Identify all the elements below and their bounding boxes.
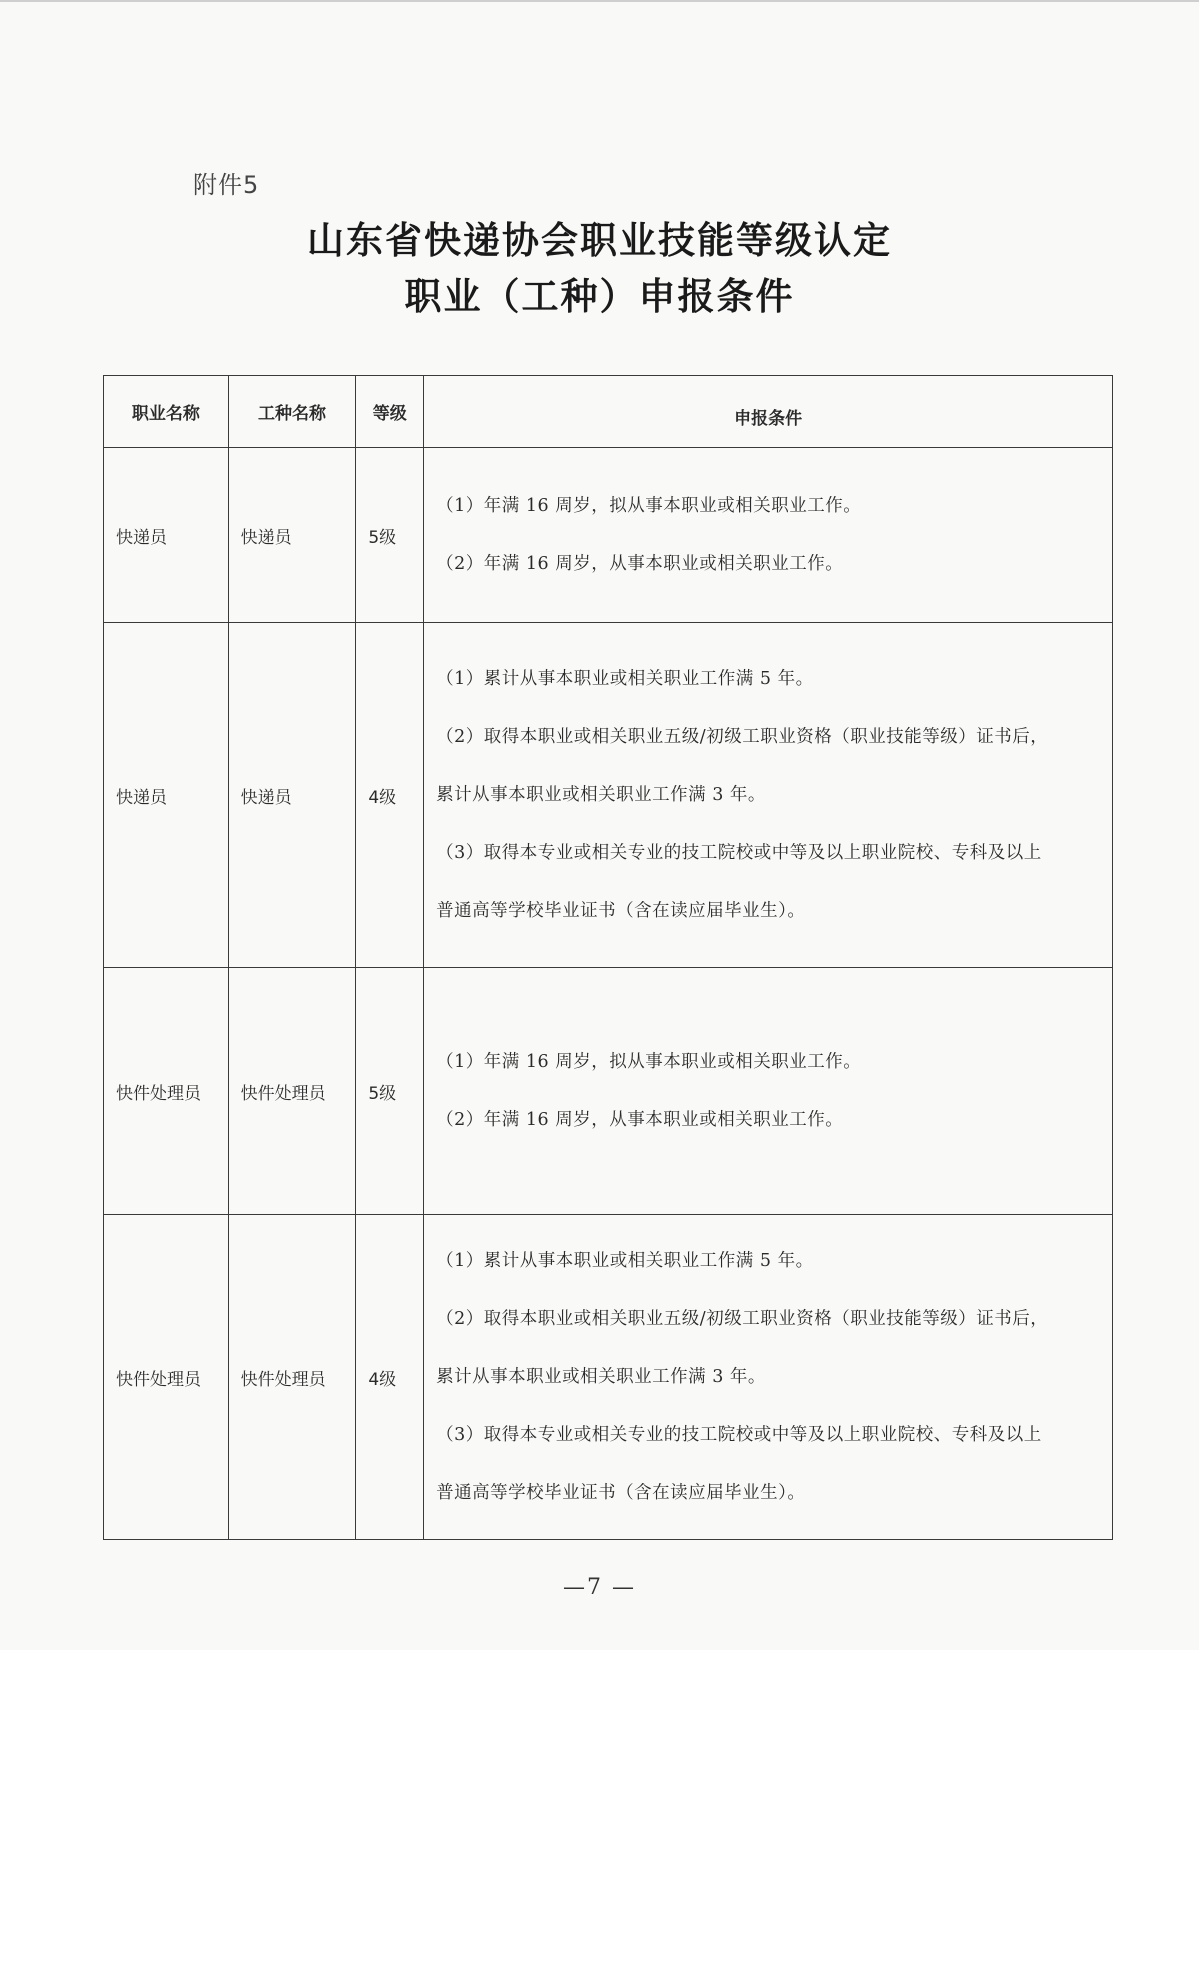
table-row [104,968,1113,1215]
condition-line: （1）年满 16 周岁，拟从事本职业或相关职业工作。 [436,1052,862,1072]
table-row [104,1215,1113,1540]
page-number: —7 — [563,1575,636,1600]
page-top-edge [0,0,1199,2]
table-row [104,448,1113,623]
worktype-cell: 快件处理员 [228,968,356,1215]
level-cell: 4级 [356,623,424,968]
column-header-worktype: 工种名称 [228,376,356,448]
occupation-cell: 快递员 [104,448,229,623]
condition-line: （2）取得本职业或相关职业五级/初级工职业资格（职业技能等级）证书后， [436,1309,1049,1329]
conditions-cell [424,968,1113,1215]
condition-line: （3）取得本专业或相关专业的技工院校或中等及以上职业院校、专科及以上 [436,1425,1042,1445]
condition-line: 累计从事本职业或相关职业工作满 3 年。 [436,785,766,805]
condition-line: 普通高等学校毕业证书（含在读应届毕业生）。 [436,901,806,921]
document-title-line-2: 职业（工种）申报条件 [404,275,795,318]
conditions-cell [424,1215,1113,1540]
column-header-level: 等级 [356,376,424,448]
condition-line: （1）年满 16 周岁，拟从事本职业或相关职业工作。 [436,496,862,516]
conditions-cell [424,448,1113,623]
column-header-conditions: 申报条件 [424,376,1113,448]
condition-line: （1）累计从事本职业或相关职业工作满 5 年。 [436,669,814,689]
level-cell: 5级 [356,968,424,1215]
occupation-cell: 快件处理员 [104,968,229,1215]
level-cell: 5级 [356,448,424,623]
worktype-cell: 快递员 [228,623,356,968]
document-title-line-1: 山东省快递协会职业技能等级认定 [307,219,892,262]
attachment-label: 附件5 [193,171,260,199]
column-header-occupation: 职业名称 [104,376,229,448]
conditions-cell [424,623,1113,968]
condition-line: （3）取得本专业或相关专业的技工院校或中等及以上职业院校、专科及以上 [436,843,1042,863]
level-cell: 4级 [356,1215,424,1540]
condition-line: （1）累计从事本职业或相关职业工作满 5 年。 [436,1251,814,1271]
application-conditions-table [103,375,1113,1540]
condition-line: 累计从事本职业或相关职业工作满 3 年。 [436,1367,766,1387]
occupation-cell: 快件处理员 [104,1215,229,1540]
table-row [104,623,1113,968]
worktype-cell: 快递员 [228,448,356,623]
occupation-cell: 快递员 [104,623,229,968]
condition-line: （2）年满 16 周岁，从事本职业或相关职业工作。 [436,554,844,574]
condition-line: （2）取得本职业或相关职业五级/初级工职业资格（职业技能等级）证书后， [436,727,1049,747]
condition-line: （2）年满 16 周岁，从事本职业或相关职业工作。 [436,1110,844,1130]
table-header-row [104,376,1113,448]
condition-line: 普通高等学校毕业证书（含在读应届毕业生）。 [436,1483,806,1503]
worktype-cell: 快件处理员 [228,1215,356,1540]
